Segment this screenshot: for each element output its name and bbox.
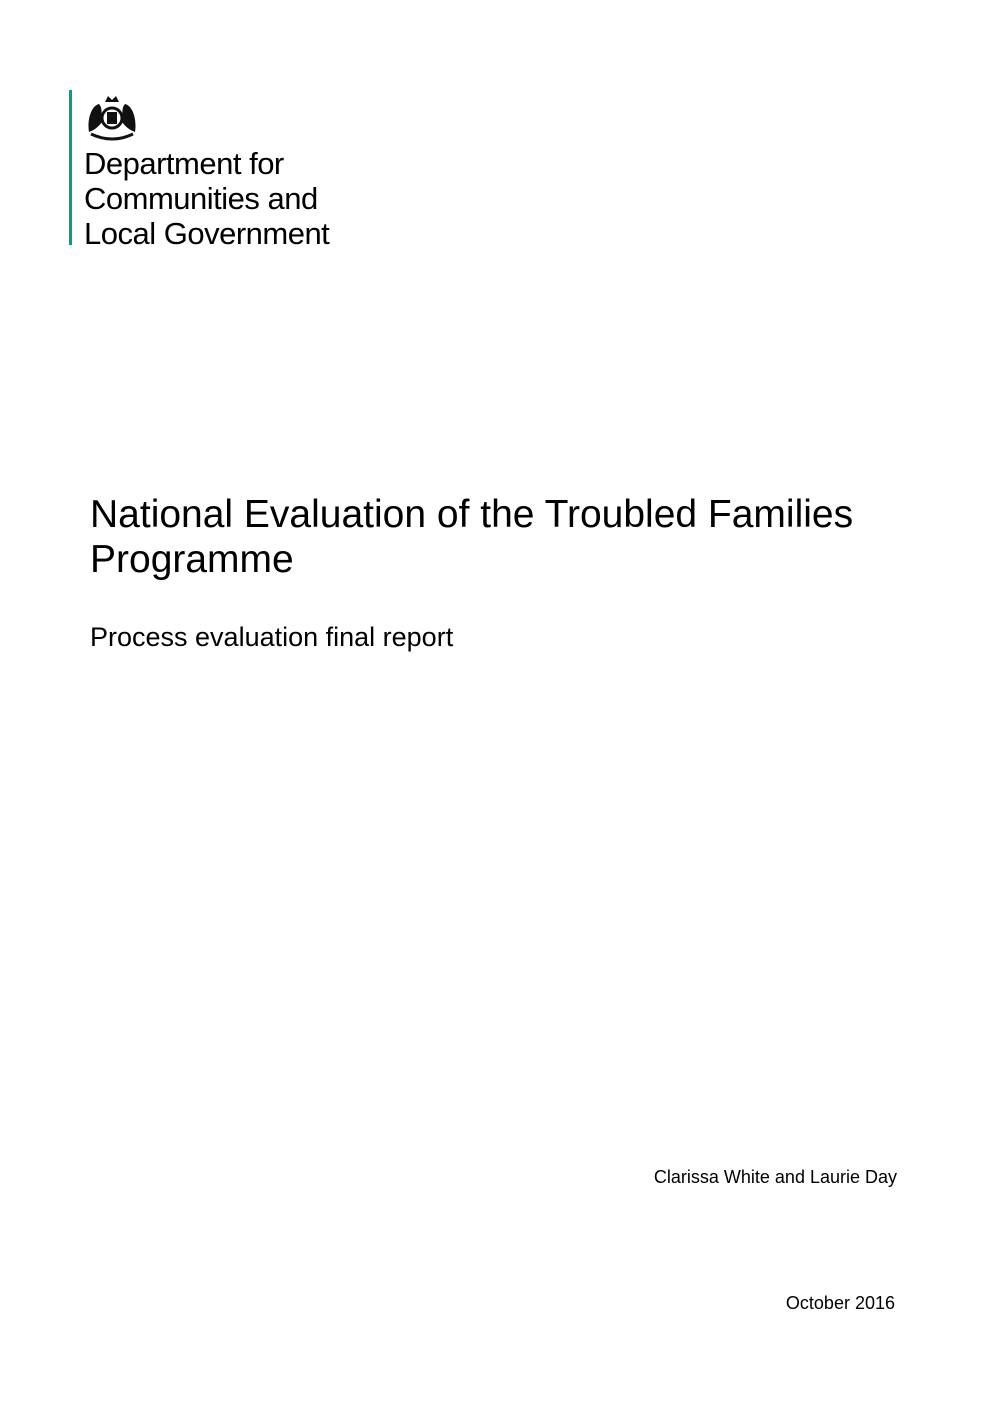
report-authors: Clarissa White and Laurie Day (653, 1167, 897, 1187)
report-date: October 2016 (785, 1293, 895, 1313)
royal-coat-of-arms-icon (83, 92, 141, 142)
logo-line-3: Local Government (84, 216, 330, 251)
department-name (84, 146, 329, 251)
logo-line-1: Department for (84, 146, 284, 181)
report-title: National Evaluation of the Troubled Families Programme (90, 493, 854, 581)
logo-accent-bar (69, 90, 72, 245)
report-subtitle: Process evaluation final report (90, 622, 454, 652)
logo-line-2: Communities and (84, 181, 318, 216)
